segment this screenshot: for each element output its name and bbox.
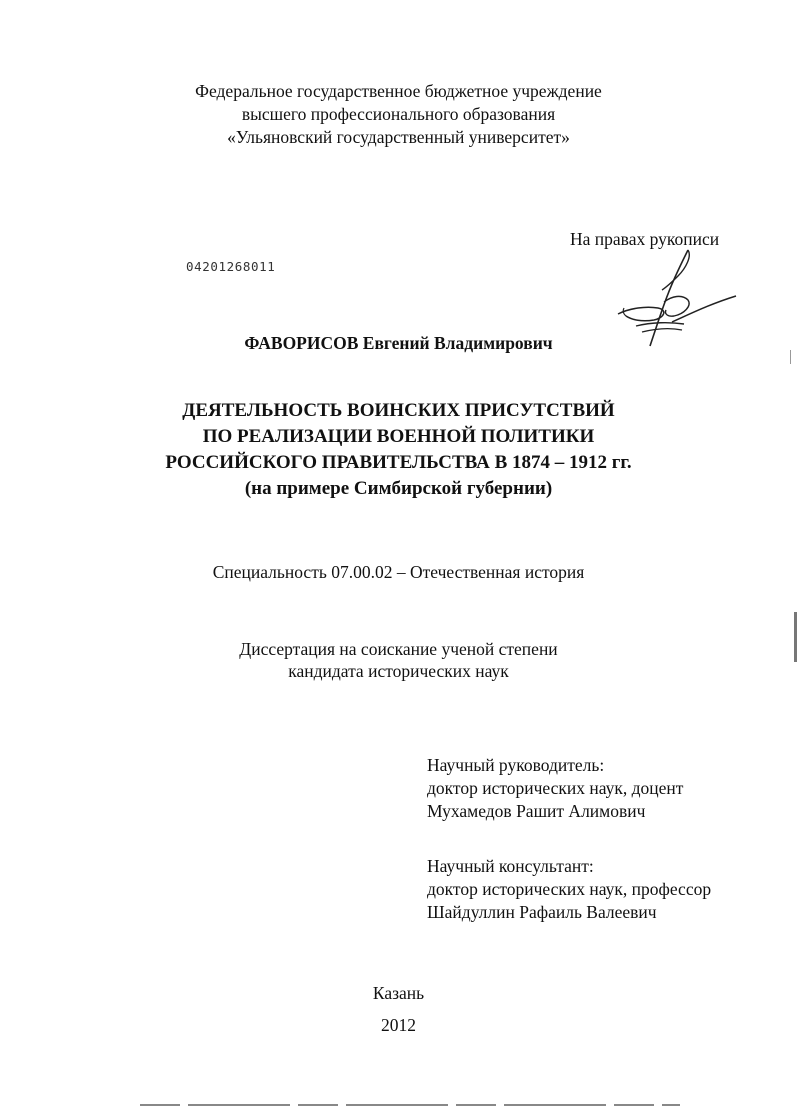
supervisor-credentials: доктор исторических наук, доцент — [427, 778, 684, 798]
rights-note: На правах рукописи — [570, 229, 720, 249]
degree-statement — [0, 638, 797, 682]
consultant-name: Шайдуллин Рафаиль Валеевич — [427, 902, 657, 922]
institution-header — [0, 80, 797, 149]
degree-line-1: Диссертация на соискание ученой степени — [239, 639, 558, 659]
scan-bottom-artifact — [140, 1104, 680, 1106]
institution-line-3: «Ульяновский государственный университет» — [227, 127, 570, 147]
author-surname: ФАВОРИСОВ — [244, 333, 359, 353]
city: Казань — [372, 983, 425, 1003]
title-line-2: ПО РЕАЛИЗАЦИИ ВОЕННОЙ ПОЛИТИКИ — [202, 426, 595, 447]
dissertation-title — [0, 398, 797, 502]
specialty: Специальность 07.00.02 – Отечественная история — [212, 562, 585, 582]
degree-line-2: кандидата исторических наук — [288, 661, 509, 681]
title-line-4: (на примере Симбирской губернии) — [244, 478, 553, 499]
consultant-label: Научный консультант: — [427, 856, 594, 876]
institution-line-1: Федеральное государственное бюджетное учреждение — [195, 81, 602, 101]
supervisor-block — [427, 754, 683, 823]
archive-code: 04201268011 — [186, 259, 276, 274]
consultant-block — [427, 855, 711, 924]
title-line-3: РОССИЙСКОГО ПРАВИТЕЛЬСТВА В 1874 – 1912 гг. — [165, 452, 632, 473]
author-name — [0, 333, 797, 354]
supervisor-name: Мухамедов Рашит Алимович — [427, 801, 646, 821]
title-line-1: ДЕЯТЕЛЬНОСТЬ ВОИНСКИХ ПРИСУТСТВИЙ — [182, 400, 615, 421]
scan-edge-mark-small — [790, 350, 791, 364]
consultant-credentials: доктор исторических наук, профессор — [427, 879, 712, 899]
year: 2012 — [381, 1015, 416, 1035]
supervisor-label: Научный руководитель: — [427, 755, 605, 775]
institution-line-2: высшего профессионального образования — [241, 104, 556, 124]
author-given-names: Евгений Владимирович — [362, 333, 553, 353]
